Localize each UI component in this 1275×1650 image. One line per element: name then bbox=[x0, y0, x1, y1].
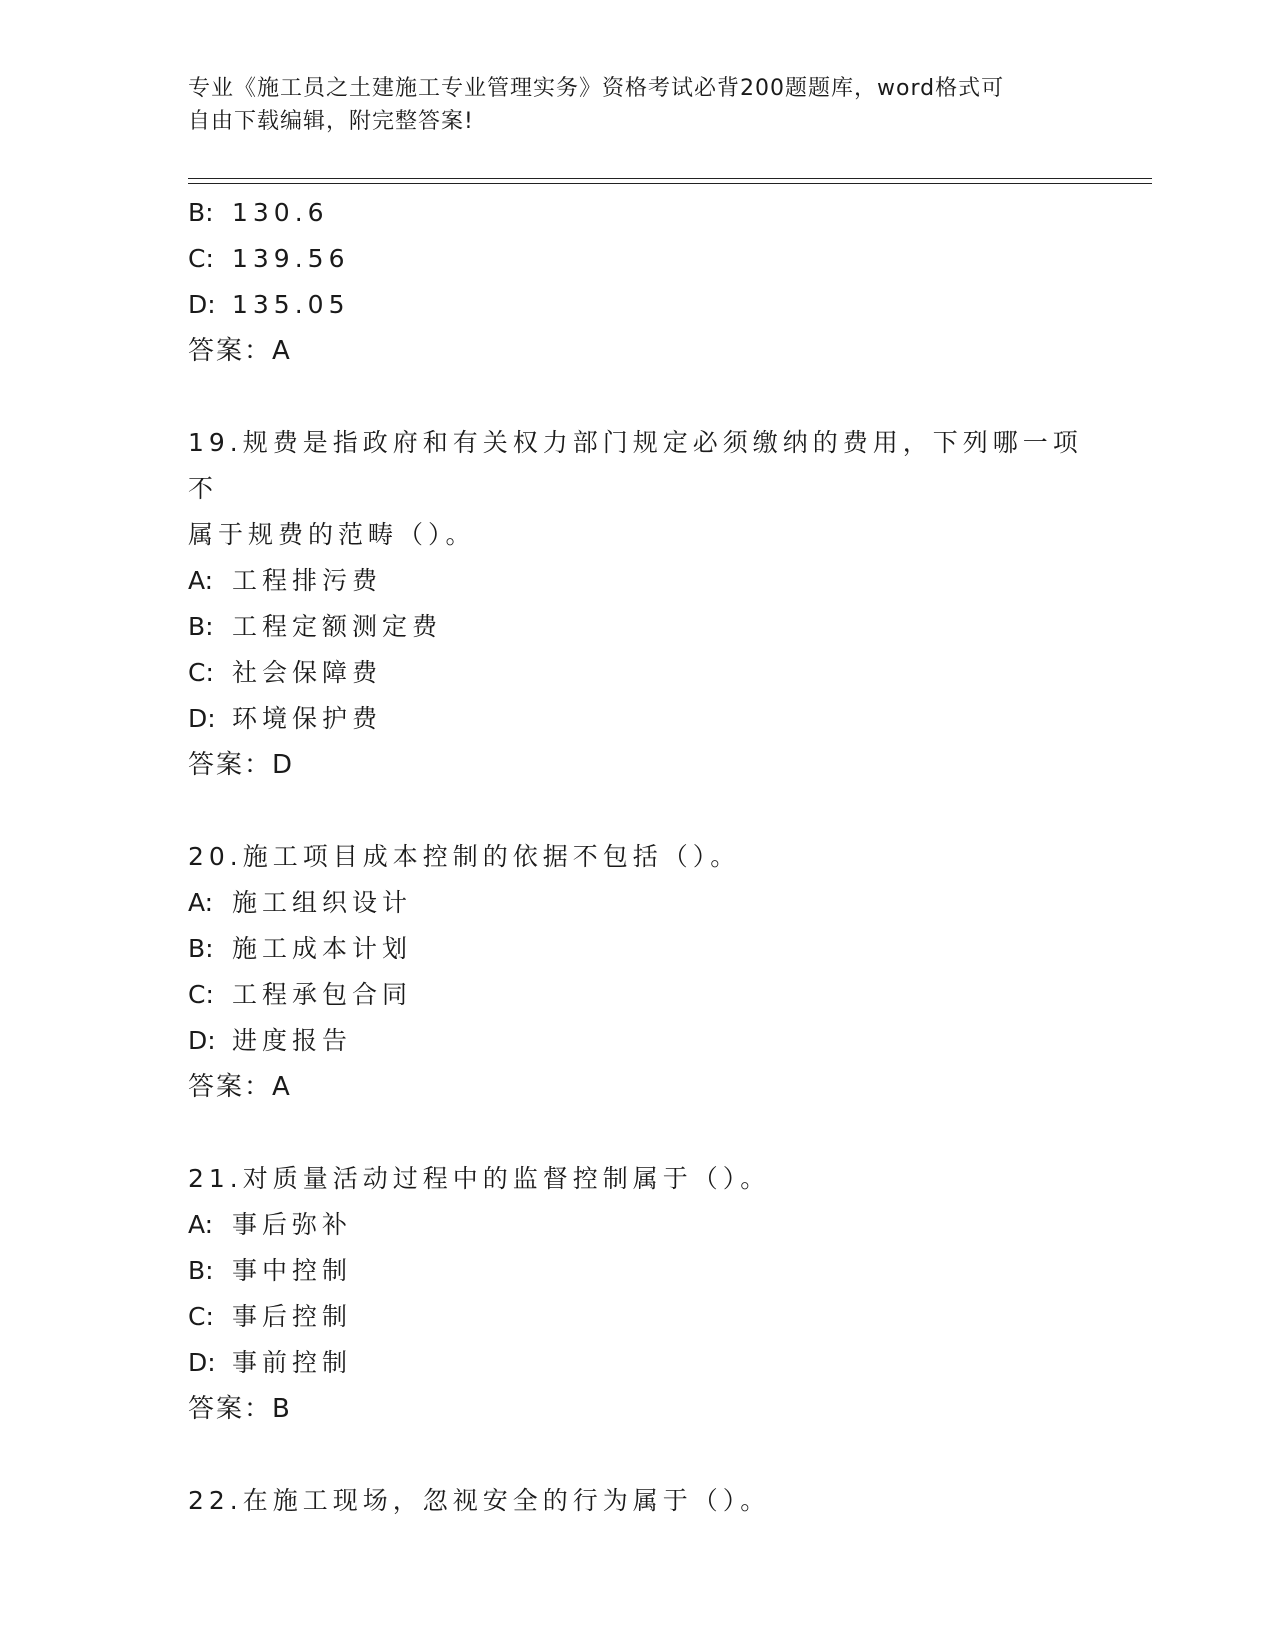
header-line-1: 专业《施工员之土建施工专业管理实务》资格考试必背200题题库，word格式可 bbox=[188, 76, 1005, 101]
option-key: D: bbox=[188, 1026, 216, 1055]
option-line bbox=[188, 1294, 1088, 1340]
header-rule-bottom bbox=[188, 183, 1152, 184]
option-line bbox=[188, 236, 1088, 282]
question-text: 22.在施工现场，忽视安全的行为属于（）。 bbox=[188, 1486, 771, 1515]
question-20 bbox=[188, 834, 1088, 1110]
question-text: 属于规费的范畴（）。 bbox=[188, 520, 476, 549]
option-text: 工程承包合同 bbox=[232, 980, 413, 1009]
question-text: 19.规费是指政府和有关权力部门规定必须缴纳的费用，下列哪一项不 bbox=[188, 428, 1083, 503]
option-key: A: bbox=[188, 1210, 214, 1239]
option-key: B: bbox=[188, 198, 214, 227]
option-line bbox=[188, 1340, 1088, 1386]
option-key: D: bbox=[188, 1348, 216, 1377]
option-line bbox=[188, 972, 1088, 1018]
option-line bbox=[188, 1248, 1088, 1294]
question-text: 20.施工项目成本控制的依据不包括（）。 bbox=[188, 842, 741, 871]
header-line-2: 自由下载编辑，附完整答案! bbox=[188, 109, 474, 134]
option-key: C: bbox=[188, 244, 214, 273]
option-text: 130.6 bbox=[232, 198, 329, 227]
option-line bbox=[188, 880, 1088, 926]
document-body bbox=[188, 190, 1088, 1524]
option-text: 工程定额测定费 bbox=[232, 612, 443, 641]
answer-line: 答案：A bbox=[188, 1072, 292, 1102]
option-key: D: bbox=[188, 704, 216, 733]
option-line bbox=[188, 282, 1088, 328]
question-19 bbox=[188, 420, 1088, 788]
option-text: 139.56 bbox=[232, 244, 350, 273]
document-header bbox=[188, 72, 1088, 138]
answer-line: 答案：A bbox=[188, 336, 292, 366]
option-text: 事中控制 bbox=[232, 1256, 353, 1285]
option-text: 环境保护费 bbox=[232, 704, 383, 733]
option-line bbox=[188, 604, 1088, 650]
prev-question bbox=[188, 190, 1088, 374]
option-text: 工程排污费 bbox=[232, 566, 383, 595]
question-22 bbox=[188, 1478, 1088, 1524]
option-key: C: bbox=[188, 980, 214, 1009]
option-text: 135.05 bbox=[232, 290, 350, 319]
option-key: B: bbox=[188, 934, 214, 963]
option-key: A: bbox=[188, 888, 214, 917]
option-text: 社会保障费 bbox=[232, 658, 383, 687]
option-text: 事前控制 bbox=[232, 1348, 353, 1377]
option-line bbox=[188, 696, 1088, 742]
question-21 bbox=[188, 1156, 1088, 1432]
option-text: 事后弥补 bbox=[232, 1210, 353, 1239]
option-text: 施工组织设计 bbox=[232, 888, 413, 917]
question-text: 21.对质量活动过程中的监督控制属于（）。 bbox=[188, 1164, 771, 1193]
option-line bbox=[188, 558, 1088, 604]
answer-line: 答案：B bbox=[188, 1394, 292, 1424]
option-key: B: bbox=[188, 612, 214, 641]
answer-line: 答案：D bbox=[188, 750, 295, 780]
option-key: C: bbox=[188, 1302, 214, 1331]
option-line bbox=[188, 1018, 1088, 1064]
header-rule-top bbox=[188, 178, 1152, 179]
option-text: 事后控制 bbox=[232, 1302, 353, 1331]
option-key: A: bbox=[188, 566, 214, 595]
option-line bbox=[188, 1202, 1088, 1248]
option-text: 施工成本计划 bbox=[232, 934, 413, 963]
option-line bbox=[188, 190, 1088, 236]
option-line bbox=[188, 926, 1088, 972]
option-key: D: bbox=[188, 290, 216, 319]
option-line bbox=[188, 650, 1088, 696]
option-key: B: bbox=[188, 1256, 214, 1285]
option-key: C: bbox=[188, 658, 214, 687]
option-text: 进度报告 bbox=[232, 1026, 353, 1055]
